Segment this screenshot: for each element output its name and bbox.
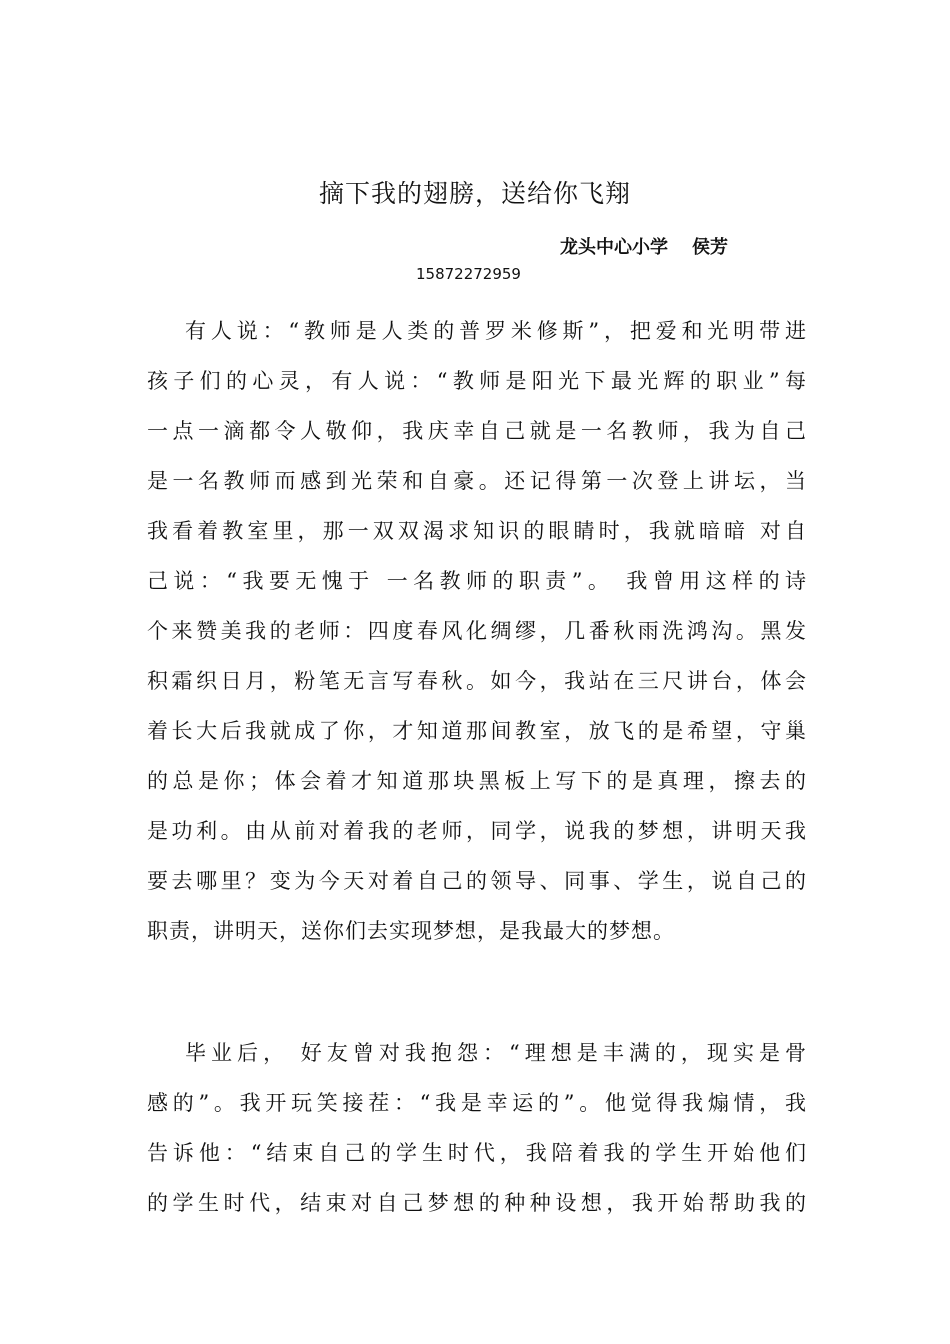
- paragraph-1: [147, 306, 807, 956]
- school-name: 龙头中心小学: [560, 237, 668, 258]
- paragraph-line: 个来赞美我的老师：四度春风化绸缪，几番秋雨洗鸿沟。黑发: [147, 619, 807, 643]
- paragraph-line: 我看着教室里，那一双双渴求知识的眼睛时，我就暗暗 对自: [147, 519, 807, 543]
- paragraph-line: 孩子们的心灵，有人说：“教师是阳光下最光辉的职业”每: [147, 369, 807, 393]
- phone-number: 15872272959: [416, 265, 521, 283]
- paragraph-line: 的总是你；体会着才知道那块黑板上写下的是真理，擦去的: [147, 769, 807, 793]
- document-title: 摘下我的翅膀，送给你飞翔: [318, 179, 631, 208]
- paragraph-line: 感的”。我开玩笑接茬：“我是幸运的”。他觉得我煽情，我: [147, 1091, 807, 1115]
- paragraph-line: 告诉他：“结束自己的学生时代，我陪着我的学生开始他们: [147, 1141, 807, 1165]
- paragraph-line: 毕业后， 好友曾对我抱怨：“理想是丰满的，现实是骨: [185, 1041, 807, 1065]
- paragraph-line: 己说：“我要无愧于 一名教师的职责”。 我曾用这样的诗: [147, 569, 807, 593]
- paragraph-line: 有人说：“教师是人类的普罗米修斯”，把爱和光明带进: [185, 319, 807, 343]
- paragraph-line: 着长大后我就成了你，才知道那间教室，放飞的是希望，守巢: [147, 719, 807, 743]
- author-byline: [560, 234, 728, 262]
- paragraph-line: 要去哪里？变为今天对着自己的领导、同事、学生，说自己的: [147, 869, 807, 893]
- paragraph-2: [147, 1028, 807, 1228]
- author-name: 侯芳: [692, 237, 728, 258]
- paragraph-line: 的学生时代，结束对自己梦想的种种设想，我开始帮助我的: [147, 1191, 807, 1215]
- paragraph-line: 一点一滴都令人敬仰，我庆幸自己就是一名教师，我为自己: [147, 419, 807, 443]
- paragraph-line: 是功利。由从前对着我的老师，同学，说我的梦想，讲明天我: [147, 819, 807, 843]
- paragraph-line: 是一名教师而感到光荣和自豪。还记得第一次登上讲坛，当: [147, 469, 807, 493]
- paragraph-line: 积霜织日月，粉笔无言写春秋。如今，我站在三尺讲台，体会: [147, 669, 807, 693]
- paragraph-line: 职责，讲明天，送你们去实现梦想，是我最大的梦想。: [147, 919, 675, 943]
